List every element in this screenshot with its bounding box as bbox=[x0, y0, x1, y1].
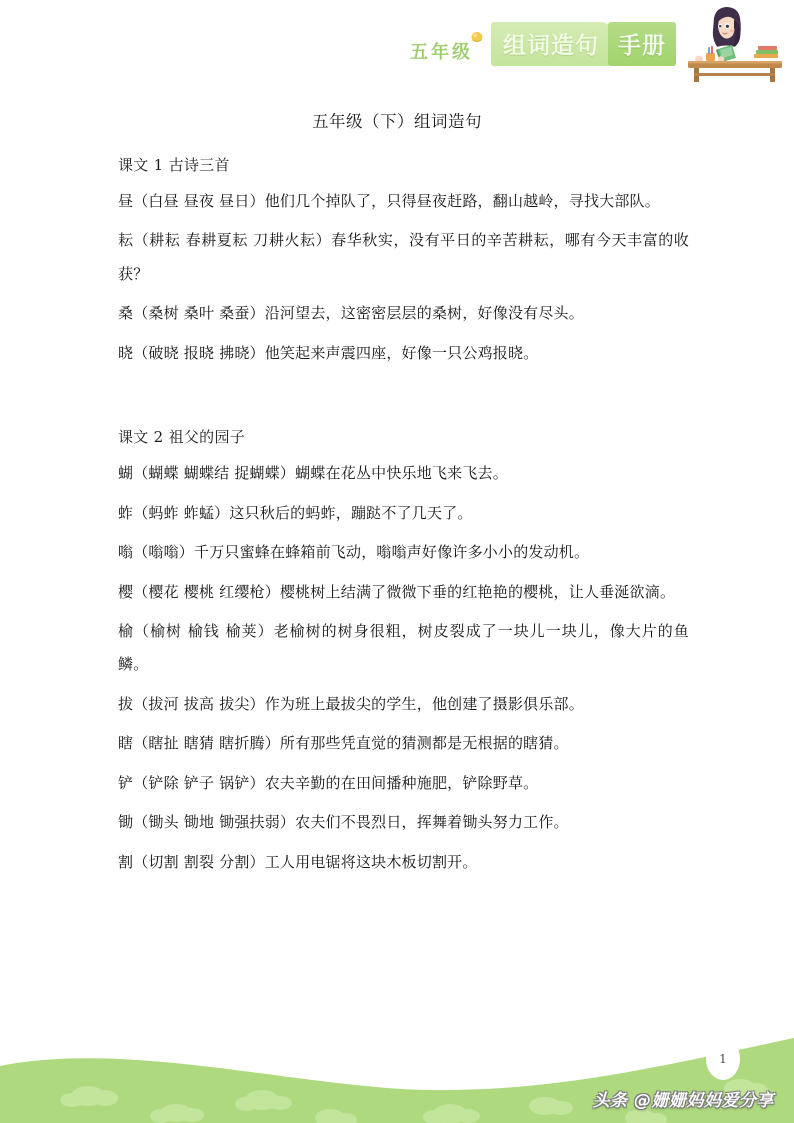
vocabulary-entry: 铲（铲除 铲子 锅铲）农夫辛勤的在田间播种施肥，铲除野草。 bbox=[118, 773, 539, 792]
vocabulary-entry: 蚱（蚂蚱 蚱蜢）这只秋后的蚂蚱，蹦跶不了几天了。 bbox=[118, 503, 473, 522]
watermark: 头条 @姗姗妈妈爱分享 bbox=[592, 1091, 774, 1111]
handbook-title-text: 组词造句 bbox=[503, 33, 599, 59]
grade-label: 五年级 bbox=[410, 42, 473, 63]
handbook-subtitle-text: 手册 bbox=[618, 33, 666, 59]
section-divider-space bbox=[118, 370, 689, 404]
vocabulary-entry: 耘（耕耘 春耕夏耘 刀耕火耘）春华秋实，没有平日的辛苦耕耘，哪有今天丰富的收获？ bbox=[118, 231, 689, 283]
vocabulary-entry: 割（切割 割裂 分割）工人用电锯将这块木板切割开。 bbox=[118, 852, 478, 871]
vocabulary-entry: 蝴（蝴蝶 蝴蝶结 捉蝴蝶）蝴蝶在花丛中快乐地飞来飞去。 bbox=[118, 464, 508, 483]
section-heading: 课文 1 古诗三首 bbox=[118, 156, 230, 174]
vocabulary-entry: 嗡（嗡嗡）千万只蜜蜂在蜂箱前飞动，嗡嗡声好像许多小小的发动机。 bbox=[118, 543, 590, 562]
footer-decoration bbox=[0, 1018, 794, 1123]
vocabulary-entry: 拔（拔河 拔高 拔尖）作为班上最拔尖的学生，他创建了摄影俱乐部。 bbox=[118, 694, 584, 713]
document-body bbox=[0, 92, 794, 879]
content-column bbox=[0, 154, 794, 879]
vocabulary-entry: 瞎（瞎扯 瞎猜 瞎折腾）所有那些凭直觉的猜测都是无根据的瞎猜。 bbox=[118, 734, 569, 753]
handbook-title-tag bbox=[491, 22, 611, 66]
vocabulary-entry: 桑（桑树 桑叶 桑蚕）沿河望去，这密密层层的桑树，好像没有尽头。 bbox=[118, 304, 584, 323]
handbook-subtitle-tag bbox=[608, 22, 676, 66]
page-title: 五年级（下）组词造句 bbox=[312, 112, 482, 131]
header-banner bbox=[0, 0, 794, 92]
girl-reading-at-desk-illustration bbox=[670, 4, 782, 82]
section-heading: 课文 2 祖父的园子 bbox=[118, 428, 246, 447]
section-lesson-1 bbox=[118, 154, 689, 370]
header-banner-content bbox=[410, 14, 782, 80]
page-number: 1 bbox=[706, 1038, 740, 1080]
bell-icon bbox=[469, 30, 485, 46]
vocabulary-entry: 樱（樱花 樱桃 红缨枪）樱桃树上结满了微微下垂的红艳艳的樱桃，让人垂涎欲滴。 bbox=[118, 582, 676, 601]
vocabulary-entry: 昼（白昼 昼夜 昼日）他们几个掉队了，只得昼夜赶路，翻山越岭，寻找大部队。 bbox=[118, 192, 660, 210]
vocabulary-entry: 晓（破晓 报晓 拂晓）他笑起来声震四座，好像一只公鸡报晓。 bbox=[118, 343, 539, 362]
section-lesson-2 bbox=[118, 426, 689, 879]
vocabulary-entry: 榆（榆树 榆钱 榆荚）老榆树的树身很粗，树皮裂成了一块儿一块儿，像大片的鱼鳞。 bbox=[118, 621, 689, 674]
vocabulary-entry: 锄（锄头 锄地 锄强扶弱）农夫们不畏烈日，挥舞着锄头努力工作。 bbox=[118, 813, 569, 832]
